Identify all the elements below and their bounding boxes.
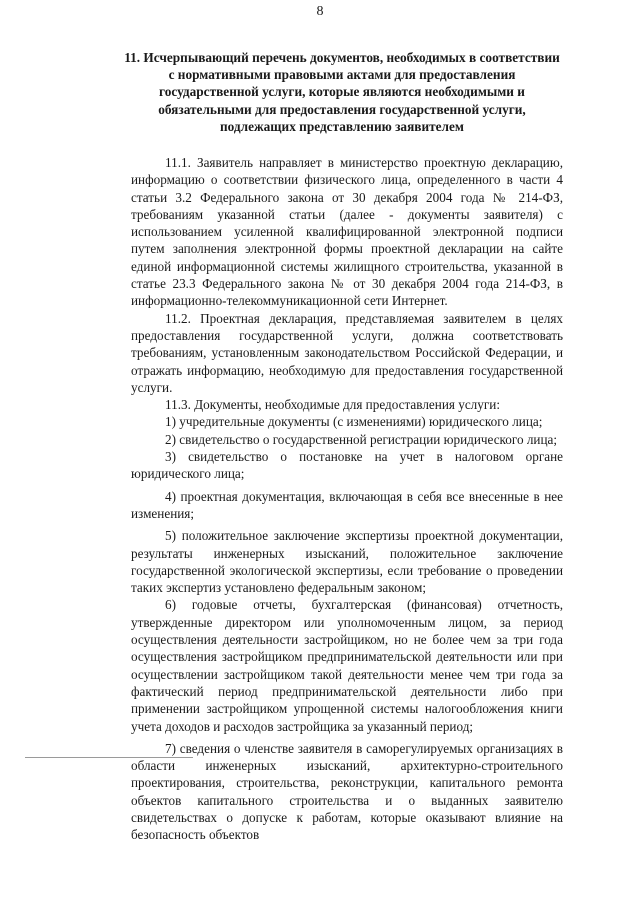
heading-line: государственной услуги, которые являются необходимыми и bbox=[159, 84, 525, 100]
heading-line: 11. Исчерпывающий перечень документов, необходимых в соответствии bbox=[124, 50, 560, 65]
heading-line: подлежащих представлению заявителем bbox=[220, 118, 464, 134]
footnote-separator bbox=[25, 757, 193, 758]
heading-line: с нормативными правовыми актами для предоставления bbox=[168, 67, 516, 83]
list-item-3: 3) свидетельство о постановке на учет в налоговом органе юридического лица; bbox=[131, 449, 563, 482]
paragraph-11-1: 11.1. Заявитель направляет в министерство проектную декларацию, информацию о соответствии физического лица, определенного в части 4 статьи 3.2 Федерального закона от 30 декабря 2004 года № 214-ФЗ, требованиям указанной статьи (далее - документы заявителя) с использованием усиленной квалифицированной электронной подписи путем заполнения электронной формы проектной декларации на сайте единой информационной системы жилищного строительства, указанной в статье 23.3 Федерального закона № от 30 декабря 2004 года 214-ФЗ, в информационно-телекоммуникационной сети Интернет. bbox=[131, 155, 563, 309]
paragraph-11-3: 11.3. Документы, необходимые для предоставления услуги: bbox=[165, 397, 500, 413]
list-item-1: 1) учредительные документы (с изменениями) юридического лица; bbox=[165, 414, 543, 430]
page-number: 8 bbox=[316, 4, 324, 19]
list-item-7: 7) сведения о членстве заявителя в саморегулируемых организациях в области инженерных изысканий, архитектурно-строительного проектирования, строительства, реконструкции, капитального ремонта объектов капитального строительства и о выданных заявителю свидетельствах о допуске к работам, которые оказывают влияние на безопасность объектов bbox=[131, 740, 563, 843]
paragraph-11-2: 11.2. Проектная декларация, представляемая заявителем в целях предоставления государственной услуги, должна соответствовать требованиям, установленным законодательством Российской Федерации, и отражать информацию, необходимую для предоставления государственной услуги. bbox=[131, 310, 563, 395]
list-item-4: 4) проектная документация, включающая в себя все внесенные в нее изменения; bbox=[131, 488, 563, 521]
section-heading bbox=[118, 49, 566, 135]
heading-line: обязательными для предоставления государственной услуги, bbox=[158, 101, 526, 117]
list-item-2: 2) свидетельство о государственной регистрации юридического лица; bbox=[165, 431, 558, 447]
document-body bbox=[131, 154, 563, 844]
list-item-6: 6) годовые отчеты, бухгалтерская (финансовая) отчетность, утвержденные директором или уполномоченным лицом, за период осуществления деятельности застройщиком, но не более чем за три года осуществления застройщиком предпринимательской деятельности или при осуществлении застройщиком такой деятельности менее чем три года за фактический период предпринимательской деятельности либо при применении застройщиком упрощенной системы налогообложения книги учета доходов и расходов застройщика за указанный период; bbox=[131, 597, 563, 734]
list-item-5: 5) положительное заключение экспертизы проектной документации, результаты инженерных изысканий, положительное заключение государственной экологической экспертизы, если требование о проведении таких экспертиз установлено федеральным законом; bbox=[131, 528, 563, 596]
